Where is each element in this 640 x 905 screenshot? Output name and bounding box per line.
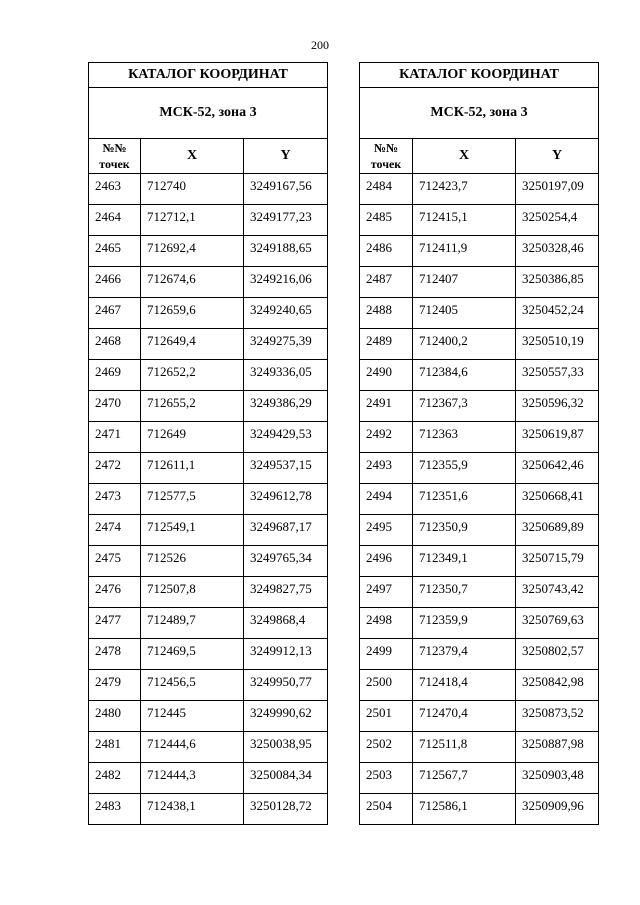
x-coordinate-cell: 712411,9	[413, 236, 516, 267]
y-coordinate-cell: 3249765,34	[244, 546, 328, 577]
x-coordinate-cell: 712423,7	[413, 174, 516, 205]
point-number-cell: 2489	[360, 329, 413, 360]
x-coordinate-cell: 712649,4	[141, 329, 244, 360]
point-number-cell: 2484	[360, 174, 413, 205]
x-coordinate-cell: 712351,6	[413, 484, 516, 515]
point-number-cell: 2473	[89, 484, 141, 515]
x-coordinate-cell: 712418,4	[413, 670, 516, 701]
x-coordinate-cell: 712692,4	[141, 236, 244, 267]
y-coordinate-cell: 3250642,46	[516, 453, 599, 484]
table-row	[360, 670, 599, 701]
point-number-cell: 2490	[360, 360, 413, 391]
x-coordinate-cell: 712405	[413, 298, 516, 329]
x-coordinate-cell: 712659,6	[141, 298, 244, 329]
x-coordinate-cell: 712649	[141, 422, 244, 453]
point-number-cell: 2500	[360, 670, 413, 701]
point-number-cell: 2504	[360, 794, 413, 825]
point-number-cell: 2481	[89, 732, 141, 763]
table-row	[89, 174, 328, 205]
point-number-cell: 2483	[89, 794, 141, 825]
coordinate-system-zone: МСК-52, зона 3	[89, 88, 328, 139]
x-coordinate-cell: 712469,5	[141, 639, 244, 670]
point-number-cell: 2487	[360, 267, 413, 298]
table-row	[89, 205, 328, 236]
y-coordinate-cell: 3249537,15	[244, 453, 328, 484]
table-row	[89, 608, 328, 639]
y-coordinate-cell: 3250452,24	[516, 298, 599, 329]
y-coordinate-cell: 3250887,98	[516, 732, 599, 763]
table-row	[360, 267, 599, 298]
point-number-cell: 2480	[89, 701, 141, 732]
y-coordinate-cell: 3249868,4	[244, 608, 328, 639]
point-number-cell: 2477	[89, 608, 141, 639]
x-coordinate-cell: 712407	[413, 267, 516, 298]
y-coordinate-cell: 3249429,53	[244, 422, 328, 453]
x-coordinate-cell: 712350,9	[413, 515, 516, 546]
point-number-cell: 2494	[360, 484, 413, 515]
y-coordinate-cell: 3249912,13	[244, 639, 328, 670]
point-number-cell: 2491	[360, 391, 413, 422]
table-row	[360, 453, 599, 484]
x-coordinate-cell: 712384,6	[413, 360, 516, 391]
y-coordinate-cell: 3250596,32	[516, 391, 599, 422]
x-coordinate-cell: 712549,1	[141, 515, 244, 546]
point-number-cell: 2493	[360, 453, 413, 484]
point-number-cell: 2464	[89, 205, 141, 236]
y-coordinate-cell: 3249612,78	[244, 484, 328, 515]
point-number-cell: 2478	[89, 639, 141, 670]
y-coordinate-cell: 3250328,46	[516, 236, 599, 267]
x-coordinate-cell: 712415,1	[413, 205, 516, 236]
x-coordinate-cell: 712438,1	[141, 794, 244, 825]
x-coordinate-cell: 712456,5	[141, 670, 244, 701]
point-number-cell: 2501	[360, 701, 413, 732]
x-coordinate-cell: 712489,7	[141, 608, 244, 639]
x-coordinate-cell: 712400,2	[413, 329, 516, 360]
point-number-cell: 2492	[360, 422, 413, 453]
page-number: 200	[311, 38, 329, 52]
table-row	[360, 484, 599, 515]
point-number-cell: 2472	[89, 453, 141, 484]
table-row	[89, 484, 328, 515]
x-coordinate-cell: 712712,1	[141, 205, 244, 236]
point-number-cell: 2495	[360, 515, 413, 546]
y-coordinate-cell: 3249275,39	[244, 329, 328, 360]
x-coordinate-cell: 712526	[141, 546, 244, 577]
table-row	[360, 546, 599, 577]
point-number-cell: 2468	[89, 329, 141, 360]
catalog-title: КАТАЛОГ КООРДИНАТ	[89, 63, 328, 88]
point-number-cell: 2482	[89, 763, 141, 794]
coordinate-catalog-table-right	[359, 62, 599, 825]
x-coordinate-cell: 712674,6	[141, 267, 244, 298]
y-coordinate-cell: 3250909,96	[516, 794, 599, 825]
y-coordinate-cell: 3249240,65	[244, 298, 328, 329]
table-row	[89, 732, 328, 763]
x-coordinate-cell: 712444,6	[141, 732, 244, 763]
y-coordinate-cell: 3249167,56	[244, 174, 328, 205]
y-coordinate-cell: 3249827,75	[244, 577, 328, 608]
x-coordinate-cell: 712444,3	[141, 763, 244, 794]
table-row	[89, 763, 328, 794]
point-number-cell: 2486	[360, 236, 413, 267]
y-coordinate-cell: 3249188,65	[244, 236, 328, 267]
y-coordinate-cell: 3250873,52	[516, 701, 599, 732]
x-coordinate-cell: 712367,3	[413, 391, 516, 422]
table-row	[89, 422, 328, 453]
x-coordinate-cell: 712511,8	[413, 732, 516, 763]
point-number-cell: 2497	[360, 577, 413, 608]
column-header-x: X	[413, 139, 516, 174]
x-coordinate-cell: 712577,5	[141, 484, 244, 515]
table-row	[360, 794, 599, 825]
column-header-y: Y	[516, 139, 599, 174]
x-coordinate-cell: 712470,4	[413, 701, 516, 732]
y-coordinate-cell: 3250510,19	[516, 329, 599, 360]
point-number-cell: 2496	[360, 546, 413, 577]
y-coordinate-cell: 3250715,79	[516, 546, 599, 577]
y-coordinate-cell: 3249950,77	[244, 670, 328, 701]
point-number-cell: 2479	[89, 670, 141, 701]
table-row	[89, 236, 328, 267]
table-row	[89, 453, 328, 484]
point-number-cell: 2498	[360, 608, 413, 639]
point-number-cell: 2469	[89, 360, 141, 391]
y-coordinate-cell: 3250386,85	[516, 267, 599, 298]
table-row	[89, 391, 328, 422]
y-coordinate-cell: 3249336,05	[244, 360, 328, 391]
catalog-title: КАТАЛОГ КООРДИНАТ	[360, 63, 599, 88]
y-coordinate-cell: 3250038,95	[244, 732, 328, 763]
y-coordinate-cell: 3250668,41	[516, 484, 599, 515]
x-coordinate-cell: 712359,9	[413, 608, 516, 639]
y-coordinate-cell: 3250842,98	[516, 670, 599, 701]
y-coordinate-cell: 3249177,23	[244, 205, 328, 236]
x-coordinate-cell: 712567,7	[413, 763, 516, 794]
point-number-cell: 2466	[89, 267, 141, 298]
x-coordinate-cell: 712655,2	[141, 391, 244, 422]
table-row	[89, 298, 328, 329]
x-coordinate-cell: 712611,1	[141, 453, 244, 484]
column-header-point-number: №№ точек	[360, 139, 413, 174]
point-number-cell: 2476	[89, 577, 141, 608]
x-coordinate-cell: 712355,9	[413, 453, 516, 484]
table-row	[360, 577, 599, 608]
point-number-cell: 2485	[360, 205, 413, 236]
y-coordinate-cell: 3249386,29	[244, 391, 328, 422]
table-row	[89, 701, 328, 732]
point-number-cell: 2467	[89, 298, 141, 329]
y-coordinate-cell: 3249216,06	[244, 267, 328, 298]
y-coordinate-cell: 3250128,72	[244, 794, 328, 825]
point-number-cell: 2488	[360, 298, 413, 329]
table-row	[89, 360, 328, 391]
table-row	[89, 794, 328, 825]
x-coordinate-cell: 712507,8	[141, 577, 244, 608]
x-coordinate-cell: 712740	[141, 174, 244, 205]
point-number-cell: 2471	[89, 422, 141, 453]
y-coordinate-cell: 3250769,63	[516, 608, 599, 639]
table-row	[89, 639, 328, 670]
table-row	[360, 763, 599, 794]
table-row	[89, 267, 328, 298]
coordinate-catalog-table-left	[88, 62, 328, 825]
table-row	[360, 608, 599, 639]
x-coordinate-cell: 712363	[413, 422, 516, 453]
y-coordinate-cell: 3250197,09	[516, 174, 599, 205]
point-number-cell: 2463	[89, 174, 141, 205]
point-number-cell: 2474	[89, 515, 141, 546]
x-coordinate-cell: 712445	[141, 701, 244, 732]
table-row	[89, 329, 328, 360]
table-row	[360, 422, 599, 453]
table-row	[360, 732, 599, 763]
point-number-cell: 2503	[360, 763, 413, 794]
table-row	[89, 546, 328, 577]
coordinate-system-zone: МСК-52, зона 3	[360, 88, 599, 139]
x-coordinate-cell: 712379,4	[413, 639, 516, 670]
y-coordinate-cell: 3250689,89	[516, 515, 599, 546]
y-coordinate-cell: 3250802,57	[516, 639, 599, 670]
table-row	[89, 577, 328, 608]
y-coordinate-cell: 3250557,33	[516, 360, 599, 391]
table-row	[360, 329, 599, 360]
table-row	[89, 670, 328, 701]
point-number-cell: 2499	[360, 639, 413, 670]
column-header-point-number: №№ точек	[89, 139, 141, 174]
point-number-cell: 2502	[360, 732, 413, 763]
column-header-x: X	[141, 139, 244, 174]
table-row	[360, 174, 599, 205]
x-coordinate-cell: 712586,1	[413, 794, 516, 825]
table-row	[360, 236, 599, 267]
x-coordinate-cell: 712349,1	[413, 546, 516, 577]
y-coordinate-cell: 3250743,42	[516, 577, 599, 608]
table-row	[360, 391, 599, 422]
table-row	[360, 515, 599, 546]
y-coordinate-cell: 3250254,4	[516, 205, 599, 236]
table-row	[360, 298, 599, 329]
x-coordinate-cell: 712652,2	[141, 360, 244, 391]
y-coordinate-cell: 3249687,17	[244, 515, 328, 546]
y-coordinate-cell: 3250903,48	[516, 763, 599, 794]
column-header-y: Y	[244, 139, 328, 174]
y-coordinate-cell: 3250084,34	[244, 763, 328, 794]
y-coordinate-cell: 3249990,62	[244, 701, 328, 732]
x-coordinate-cell: 712350,7	[413, 577, 516, 608]
point-number-cell: 2470	[89, 391, 141, 422]
point-number-cell: 2475	[89, 546, 141, 577]
point-number-cell: 2465	[89, 236, 141, 267]
table-row	[89, 515, 328, 546]
table-row	[360, 701, 599, 732]
table-row	[360, 205, 599, 236]
table-row	[360, 639, 599, 670]
y-coordinate-cell: 3250619,87	[516, 422, 599, 453]
table-row	[360, 360, 599, 391]
